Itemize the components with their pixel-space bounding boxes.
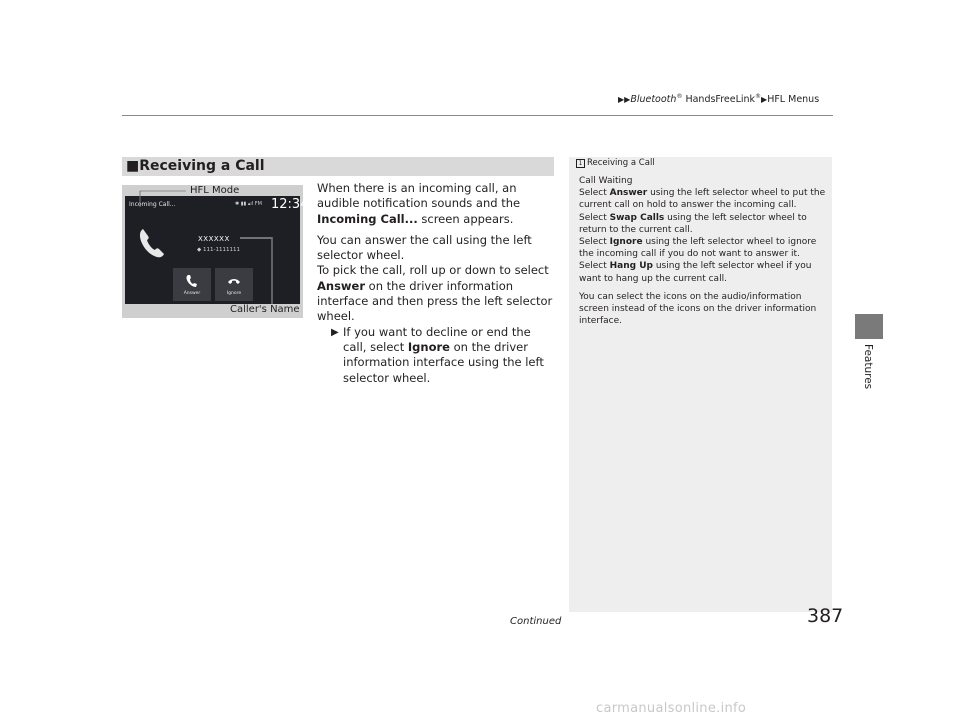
text: on the driver information interface and then press the left selector wheel. (317, 278, 553, 324)
section-title-text: Receiving a Call (139, 158, 265, 174)
watermark: carmanualsonline.info (596, 701, 747, 716)
page-number: 387 (807, 605, 844, 627)
answer-label: Answer (183, 291, 201, 296)
caller-name-callout: Caller's Name (230, 304, 300, 315)
note-line-2 (579, 212, 829, 236)
text: You can answer the call using the left selector wheel. (317, 232, 532, 263)
note-paragraph-2: You can select the icons on the audio/information screen instead of the icons on the driver information interface. (579, 291, 817, 327)
answer-text: Answer (317, 278, 366, 293)
registered-mark: ® (676, 93, 683, 100)
text: screen appears. (417, 211, 514, 226)
text: Select (579, 237, 610, 248)
text: using the left selector wheel to ignore the incoming call if you do not want to answer it. (579, 237, 817, 260)
chapter-label: Features (862, 344, 874, 390)
note-subhead: Call Waiting (579, 176, 633, 186)
screen-name-text: Incoming Call... (317, 211, 418, 226)
note-line-3 (579, 236, 829, 260)
phone-small-icon: ◆ (197, 247, 203, 253)
caller-name: XXXXXX (198, 235, 230, 243)
ignore-text: Ignore (407, 339, 450, 354)
text: When there is an incoming call, an audible notification sounds and the (317, 181, 521, 211)
chapter-tab (855, 314, 883, 339)
screen-status-icons: ✱ ▮▮ ▴ıl FM (235, 201, 262, 207)
body-paragraph-4 (317, 325, 553, 386)
hfl-mode-callout: HFL Mode (190, 185, 240, 196)
note-line-4 (579, 260, 829, 284)
body-paragraph-3 (317, 263, 553, 324)
section-title (126, 158, 265, 174)
note-heading-text: Receiving a Call (587, 158, 655, 168)
text: using the left selector wheel to return to the current call. (579, 212, 807, 235)
screen-clock: 12:34 (271, 197, 309, 212)
screen-title: Incoming Call... (129, 201, 176, 208)
breadcrumb-bluetooth: Bluetooth (630, 94, 677, 106)
body-text (317, 181, 553, 392)
breadcrumb-arrow-icon: ▶▶ (618, 95, 631, 105)
answer-text: Answer (609, 188, 648, 199)
ignore-text: Ignore (609, 237, 643, 248)
section-marker-icon: ■ (126, 158, 140, 174)
text: using the left selector wheel to put the current call on hold to answer the incoming call. (579, 188, 826, 211)
breadcrumb-arrow-icon: ▶ (761, 95, 768, 105)
note-text (579, 175, 829, 333)
ignore-label: Ignore (226, 291, 242, 296)
breadcrumb-handsfreelink: HandsFreeLink (682, 94, 756, 106)
note-line-1 (579, 187, 829, 211)
text: using the left selector wheel if you want to hang up the current call. (579, 261, 812, 284)
hang-up-text: Hang Up (609, 261, 653, 272)
body-paragraph-1 (317, 181, 553, 227)
breadcrumb-hfl-menus: HFL Menus (767, 94, 820, 106)
note-heading (576, 158, 655, 168)
header-rule (122, 115, 833, 116)
reference-icon: 1 (576, 159, 585, 168)
registered-mark: ® (755, 93, 762, 100)
text: Select (579, 188, 610, 199)
text: To pick the call, roll up or down to select (317, 263, 549, 278)
text: Select (579, 212, 610, 223)
callout-lines (122, 185, 303, 318)
swap-calls-text: Swap Calls (609, 212, 665, 223)
caller-number-text: 111-1111111 (202, 247, 240, 253)
text: on the driver information interface using the left selector wheel. (343, 339, 544, 385)
breadcrumb (618, 93, 819, 105)
text: Select (579, 261, 610, 272)
continued-label: Continued (510, 616, 562, 627)
triangle-bullet-icon: ▶ (331, 326, 339, 338)
text: If you want to decline or end the call, select (343, 324, 531, 354)
body-paragraph-2 (317, 233, 553, 264)
